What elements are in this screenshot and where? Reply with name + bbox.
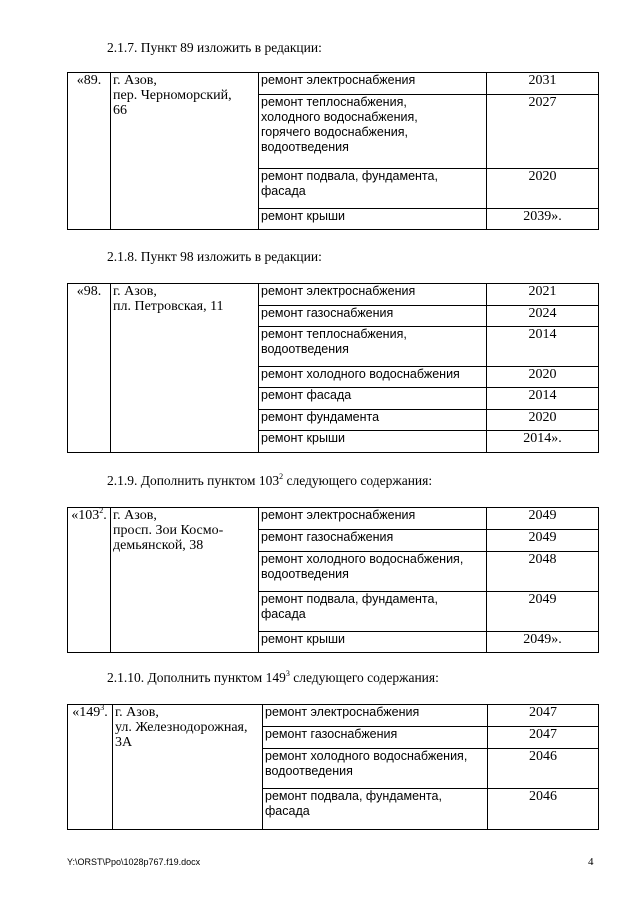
section-heading-2-1-7 <box>107 40 322 56</box>
work-year: 2021 <box>487 284 599 306</box>
footer-file-path: Y:\ORST\Ppo\1028p767.f19.docx <box>67 857 201 867</box>
work-type: ремонт подвала, фундамента, фасада <box>263 789 488 830</box>
work-type: ремонт крыши <box>259 209 487 230</box>
item-number: «$103^2$. <box>68 508 111 653</box>
section-heading-2-1-9: 2.1.9. Дополнить пунктом $103^2$ следующего содержания: <box>107 472 433 488</box>
work-type: ремонт крыши <box>259 632 487 653</box>
work-type: ремонт теплоснабжения, холодного водоснабжения, горячего водоснабжения, водоотведения <box>259 95 487 169</box>
work-year: 2046 <box>488 789 599 830</box>
work-year: 2049». <box>487 632 599 653</box>
work-year: 2031 <box>487 73 599 95</box>
section-heading-2-1-8 <box>107 249 322 265</box>
work-year: 2047 <box>488 727 599 749</box>
heading-text: 2.1.8. Пункт 98 изложить в редакции: <box>107 249 322 264</box>
item-number: «89. <box>68 73 111 230</box>
work-year: 2020 <box>487 169 599 209</box>
table-row <box>68 508 599 530</box>
item-number: «98. <box>68 284 111 453</box>
work-type: ремонт холодного водоснабжения, водоотведения <box>259 552 487 592</box>
item-address: г. Азов, пер. Черноморский, 66 <box>111 73 259 230</box>
work-year: 2049 <box>487 530 599 552</box>
heading-superscript: 3 <box>285 669 290 678</box>
table-item-149-3 <box>67 704 599 830</box>
work-year: 2049 <box>487 592 599 632</box>
work-type: ремонт крыши <box>259 431 487 453</box>
work-year: 2048 <box>487 552 599 592</box>
work-year: 2047 <box>488 705 599 727</box>
work-type: ремонт фундамента <box>259 410 487 431</box>
work-type: ремонт подвала, фундамента, фасада <box>259 592 487 632</box>
work-type: ремонт газоснабжения <box>259 530 487 552</box>
item-number: «$149^3$. <box>68 705 113 830</box>
work-type: ремонт электроснабжения <box>259 73 487 95</box>
work-year: 2039». <box>487 209 599 230</box>
table-item-89 <box>67 72 599 230</box>
work-year: 2020 <box>487 410 599 431</box>
work-type: ремонт газоснабжения <box>263 727 488 749</box>
page-number: 4 <box>588 856 594 868</box>
work-year: 2020 <box>487 367 599 388</box>
heading-superscript: 2 <box>279 472 284 481</box>
work-year: 2049 <box>487 508 599 530</box>
work-year: 2046 <box>488 749 599 789</box>
work-type: ремонт холодного водоснабжения <box>259 367 487 388</box>
work-type: ремонт электроснабжения <box>263 705 488 727</box>
table-row <box>68 284 599 306</box>
work-year: 2027 <box>487 95 599 169</box>
item-address: г. Азов, просп. Зои Космо- демьянской, 38 <box>111 508 259 653</box>
table-item-98 <box>67 283 599 453</box>
table-row <box>68 705 599 727</box>
work-year: 2014 <box>487 327 599 367</box>
table-item-103-2 <box>67 507 599 653</box>
work-year: 2014». <box>487 431 599 453</box>
item-address: г. Азов, пл. Петровская, 11 <box>111 284 259 453</box>
work-year: 2024 <box>487 306 599 327</box>
work-type: ремонт газоснабжения <box>259 306 487 327</box>
work-type: ремонт подвала, фундамента, фасада <box>259 169 487 209</box>
work-type: ремонт электроснабжения <box>259 508 487 530</box>
work-type: ремонт электроснабжения <box>259 284 487 306</box>
work-type: ремонт теплоснабжения, водоотведения <box>259 327 487 367</box>
work-type: ремонт фасада <box>259 388 487 410</box>
heading-text: 2.1.7. Пункт 89 изложить в редакции: <box>107 40 322 55</box>
table-row <box>68 73 599 95</box>
item-address: г. Азов, ул. Железнодорожная, 3А <box>113 705 263 830</box>
work-type: ремонт холодного водоснабжения, водоотведения <box>263 749 488 789</box>
work-year: 2014 <box>487 388 599 410</box>
section-heading-2-1-10: 2.1.10. Дополнить пунктом $149^3$ следующего содержания: <box>107 669 439 685</box>
